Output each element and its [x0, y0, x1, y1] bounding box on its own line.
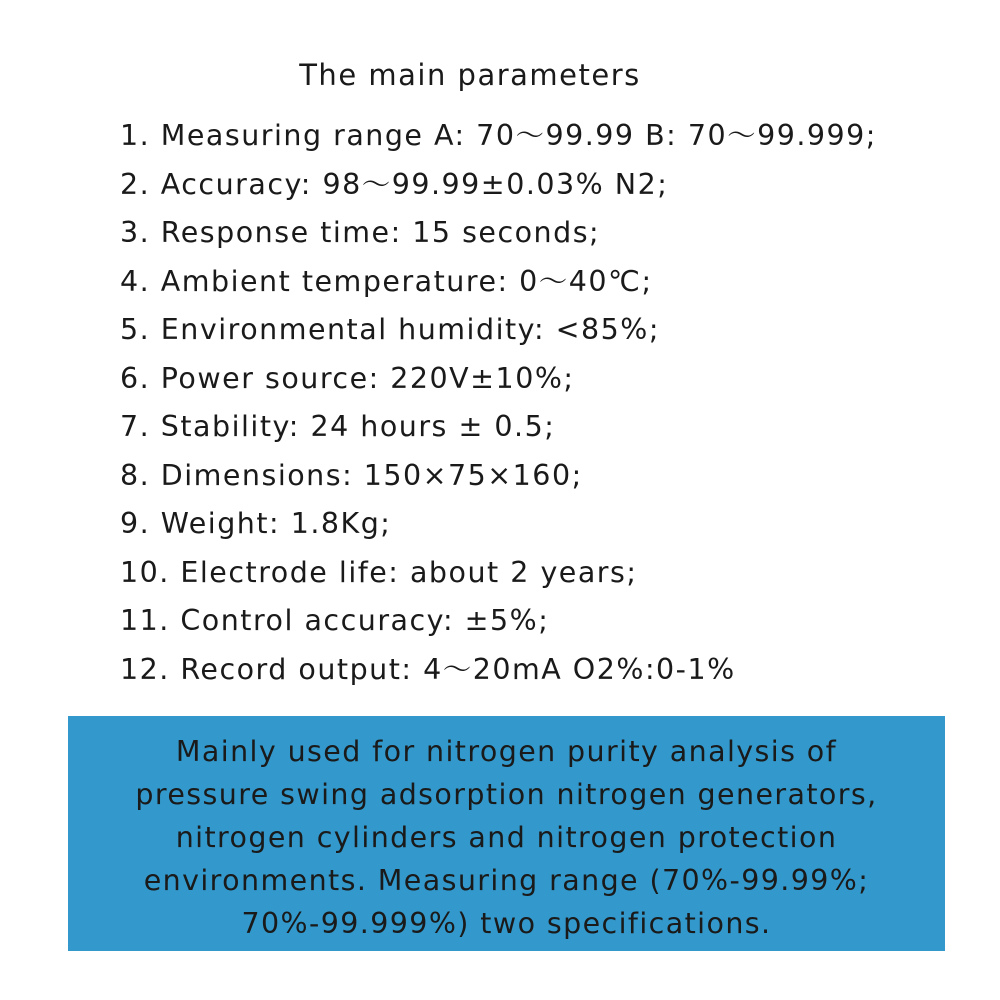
page-title: The main parameters: [299, 58, 641, 92]
parameter-item: 8. Dimensions: 150×75×160;: [120, 458, 583, 492]
parameter-item: 3. Response time: 15 seconds;: [120, 216, 601, 249]
description-line: 70%-99.999%) two specifications.: [241, 907, 772, 940]
parameter-list: [120, 112, 877, 694]
parameter-item: 11. Control accuracy: ±5%;: [120, 604, 550, 637]
parameter-item: 7. Stability: 24 hours ± 0.5;: [120, 410, 556, 443]
description-panel: [68, 716, 945, 951]
parameter-item: 5. Environmental humidity: <85%;: [120, 313, 660, 346]
parameter-item: 9. Weight: 1.8Kg;: [120, 507, 392, 540]
parameter-item: 2. Accuracy: 98～99.99±0.03% N2;: [120, 167, 669, 201]
description-line: environments. Measuring range (70%-99.99%;: [143, 864, 870, 897]
description-line: Mainly used for nitrogen purity analysis of: [175, 735, 838, 768]
parameter-item: 6. Power source: 220V±10%;: [120, 361, 575, 395]
parameter-item: 4. Ambient temperature: 0～40℃;: [120, 264, 653, 298]
parameter-item: 12. Record output: 4～20mA O2%:0-1%: [120, 652, 736, 686]
description-line: nitrogen cylinders and nitrogen protection: [175, 821, 838, 854]
parameter-item: 1. Measuring range A: 70～99.99 B: 70～99.999;: [120, 119, 877, 152]
parameter-item: 10. Electrode life: about 2 years;: [120, 555, 638, 589]
description-line: pressure swing adsorption nitrogen generators,: [135, 778, 878, 811]
